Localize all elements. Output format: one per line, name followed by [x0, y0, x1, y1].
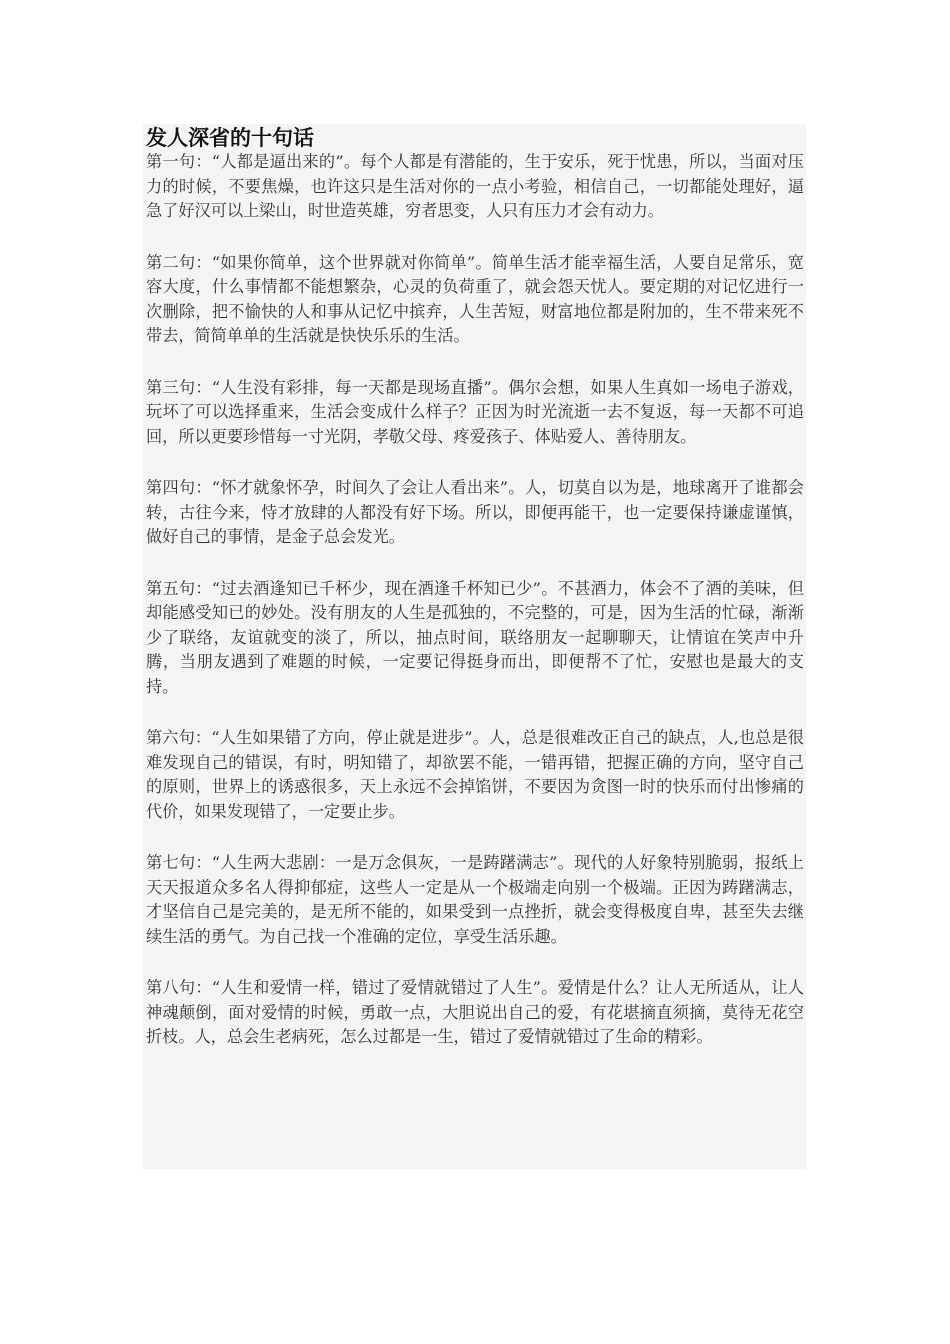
paragraph-4: 第四句：“怀才就象怀孕，时间久了会让人看出来”。人，切莫自以为是，地球离开了谁都会转，古往今来，恃才放肆的人都没有好下场。所以，即便再能干，也一定要保持谦虚谨慎，做好自己的事情，是金子总会发光。 — [146, 478, 804, 546]
paragraph-3: 第三句：“人生没有彩排，每一天都是现场直播”。偶尔会想，如果人生真如一场电子游戏，玩坏了可以选择重来，生活会变成什么样子？正因为时光流逝一去不复返，每一天都不可追回，所以更要珍惜每一寸光阴，孝敬父母、疼爱孩子、体贴爱人、善待朋友。 — [146, 377, 804, 446]
document-body — [143, 124, 806, 1169]
paragraph-8: 第八句：“人生和爱情一样，错过了爱情就错过了人生”。爱情是什么？让人无所适从，让人神魂颠倒，面对爱情的时候，勇敢一点，大胆说出自己的爱，有花堪摘直须摘，莫待无花空折枝。人，总会生老病死，怎么过都是一生，错过了爱情就错过了生命的精彩。 — [146, 978, 804, 1046]
paragraph-2: 第二句：“如果你简单，这个世界就对你简单”。简单生活才能幸福生活，人要自足常乐，宽容大度，什么事情都不能想繁杂，心灵的负荷重了，就会怨天忧人。要定期的对记忆进行一次删除，把不愉快的人和事从记忆中摈弃，人生苦短，财富地位都是附加的，生不带来死不带去，简简单单的生活就是快快乐乐的生活。 — [146, 252, 804, 345]
document-title: 发人深省的十句话 — [146, 126, 314, 150]
paragraph-1: 第一句：“人都是逼出来的”。每个人都是有潜能的，生于安乐，死于忧患，所以，当面对压力的时候，不要焦燥，也许这只是生活对你的一点小考验，相信自己，一切都能处理好，逼急了好汉可以上梁山，时世造英雄，穷者思变，人只有压力才会有动力。 — [146, 152, 804, 220]
paragraph-5: 第五句：“过去酒逢知已千杯少，现在酒逢千杯知已少”。不甚酒力，体会不了酒的美味，但却能感受知已的妙处。没有朋友的人生是孤独的，不完整的，可是，因为生活的忙碌，渐渐少了联络，友谊就变的淡了，所以，抽点时间，联络朋友一起聊聊天，让情谊在笑声中升腾，当朋友遇到了难题的时候，一定要记得挺身而出，即便帮不了忙，安慰也是最大的支持。 — [146, 578, 804, 696]
paragraph-6: 第六句：“人生如果错了方向，停止就是进步”。人，总是很难改正自己的缺点，人,也总是很难发现自己的错误，有时，明知错了，却欲罢不能，一错再错，把握正确的方向，坚守自己的原则，世界上的诱惑很多，天上永远不会掉馅饼，不要因为贪图一时的快乐而付出惨痛的代价，如果发现错了，一定要止步。 — [146, 728, 804, 821]
paragraph-7: 第七句：“人生两大悲剧：一是万念俱灰，一是踌躇满志”。现代的人好象特别脆弱，报纸上天天报道众多名人得抑郁症，这些人一定是从一个极端走向别一个极端。正因为踌躇满志，才坚信自己是完美的，是无所不能的，如果受到一点挫折，就会变得极度自卑，甚至失去继续生活的勇气。为自己找一个准确的定位，享受生活乐趣。 — [146, 853, 804, 946]
